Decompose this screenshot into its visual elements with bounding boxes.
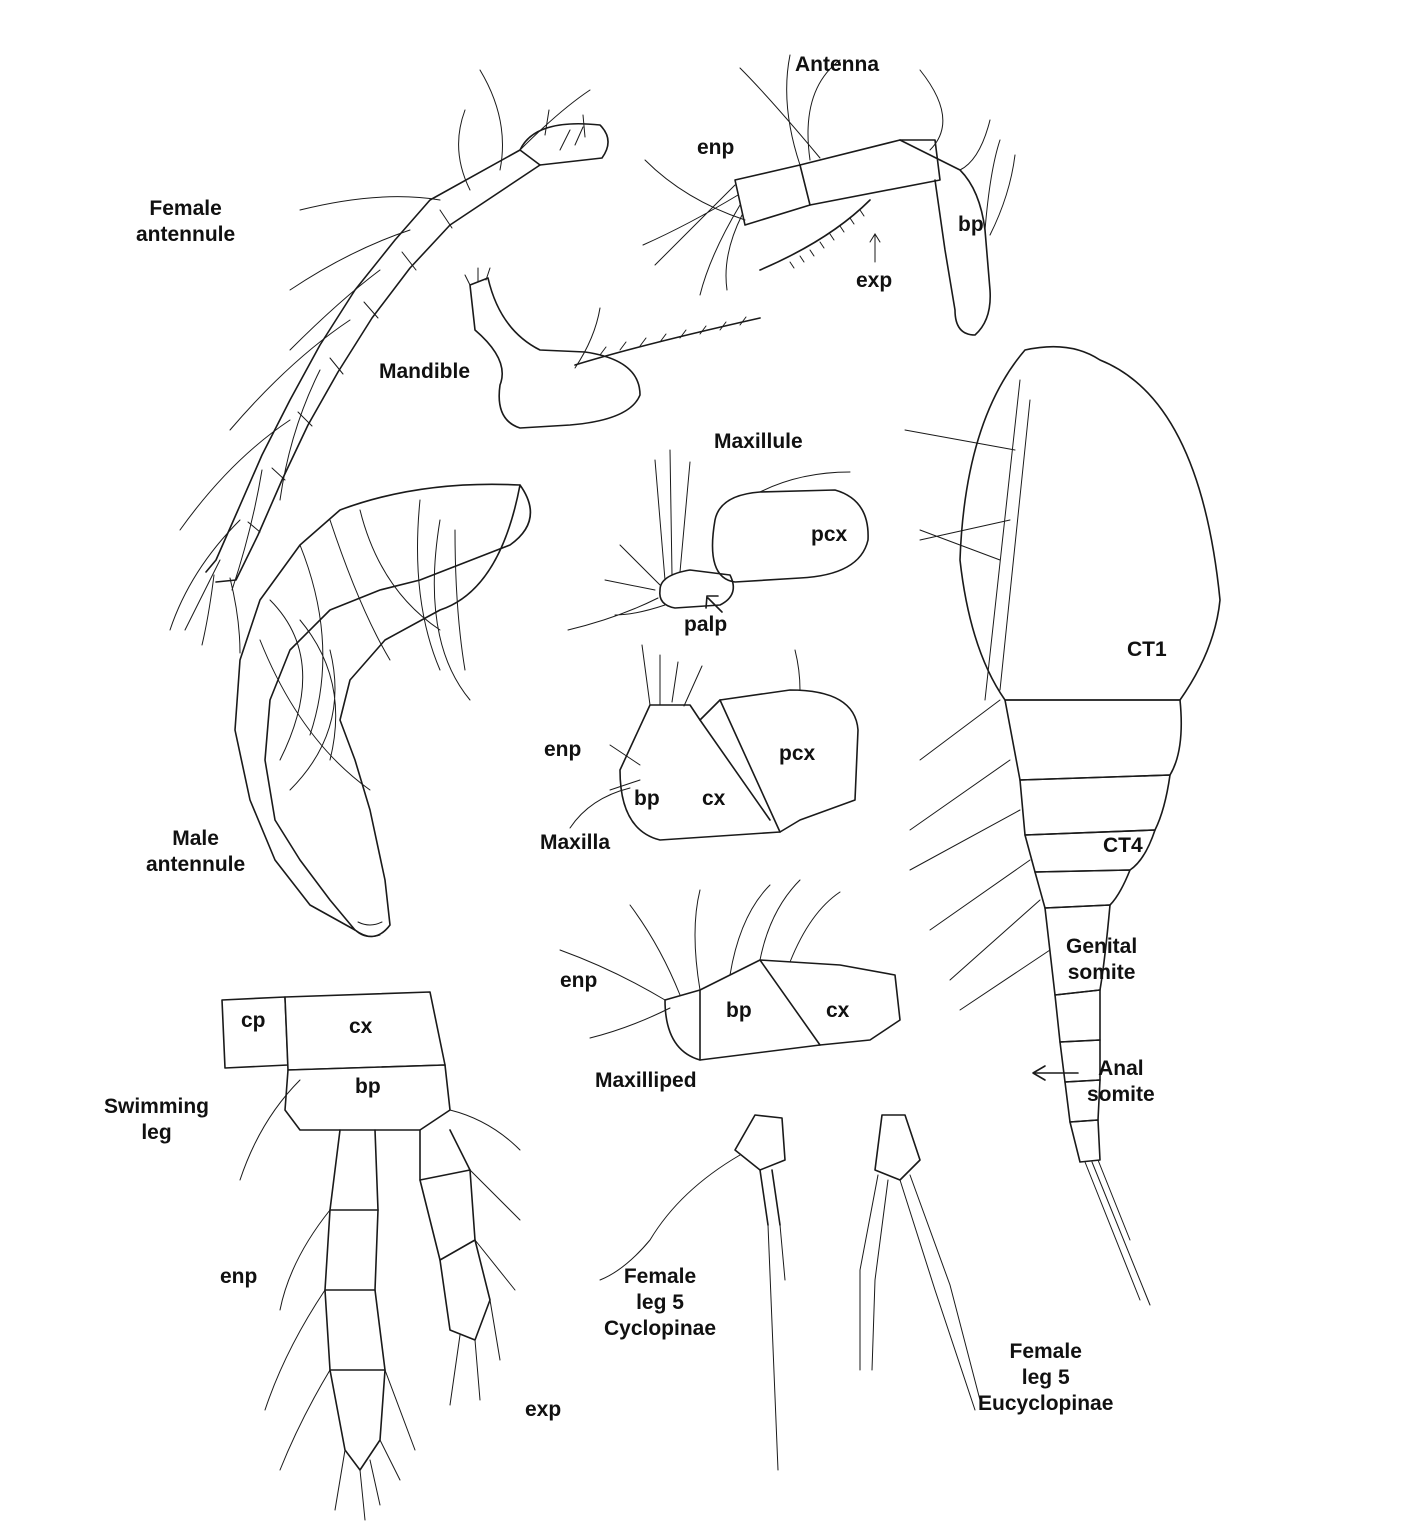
copepod-body-drawing xyxy=(905,347,1220,1305)
label-maxilla-bp: bp xyxy=(634,787,660,810)
male-antennule-drawing xyxy=(235,484,530,936)
leg5-eucyclopinae-drawing xyxy=(860,1115,980,1410)
label-antenna: Antenna xyxy=(795,53,879,76)
label-leg-exp: exp xyxy=(525,1398,562,1421)
label-leg-cx: cx xyxy=(349,1015,373,1038)
label-maxilliped-cx: cx xyxy=(826,999,850,1022)
label-maxilla-pcx: pcx xyxy=(779,742,816,765)
mandible-drawing xyxy=(465,268,760,428)
anal-somite-arrow xyxy=(1033,1066,1078,1080)
label-maxilla: Maxilla xyxy=(540,831,611,854)
label-leg-enp: enp xyxy=(220,1265,258,1288)
label-leg-cp: cp xyxy=(241,1009,266,1032)
label-swimming-leg: Swimming leg xyxy=(104,1095,210,1144)
label-maxillule-pcx: pcx xyxy=(811,523,848,546)
label-maxilliped-bp: bp xyxy=(726,999,752,1022)
label-ct1: CT1 xyxy=(1127,638,1167,661)
label-genital-somite: Genital somite xyxy=(1066,935,1138,984)
label-anal-somite: Anal somite xyxy=(1087,1057,1155,1106)
palp-arrow xyxy=(706,596,722,612)
label-ct4: CT4 xyxy=(1103,834,1143,857)
label-leg-bp: bp xyxy=(355,1075,381,1098)
label-mandible: Mandible xyxy=(379,360,471,383)
label-female-leg5-eucyclopinae: Female leg 5 Eucyclopinae xyxy=(978,1340,1114,1415)
label-antenna-enp: enp xyxy=(697,136,735,159)
swimming-leg-drawing xyxy=(222,992,520,1520)
label-maxilliped-enp: enp xyxy=(560,969,598,992)
label-male-antennule: Male antennule xyxy=(146,827,246,876)
label-maxilla-cx: cx xyxy=(702,787,726,810)
label-female-leg5-cyclopinae: Female leg 5 Cyclopinae xyxy=(604,1265,717,1340)
maxilliped-drawing xyxy=(560,880,900,1060)
label-antenna-exp: exp xyxy=(856,269,893,292)
label-antenna-bp: bp xyxy=(958,213,984,236)
label-maxillule: Maxillule xyxy=(714,430,803,453)
label-maxilla-enp: enp xyxy=(544,738,582,761)
label-maxillule-palp: palp xyxy=(684,613,728,636)
label-maxilliped: Maxilliped xyxy=(595,1069,697,1092)
label-female-antennule: Female antennule xyxy=(136,197,236,246)
antenna-drawing xyxy=(643,55,1015,335)
